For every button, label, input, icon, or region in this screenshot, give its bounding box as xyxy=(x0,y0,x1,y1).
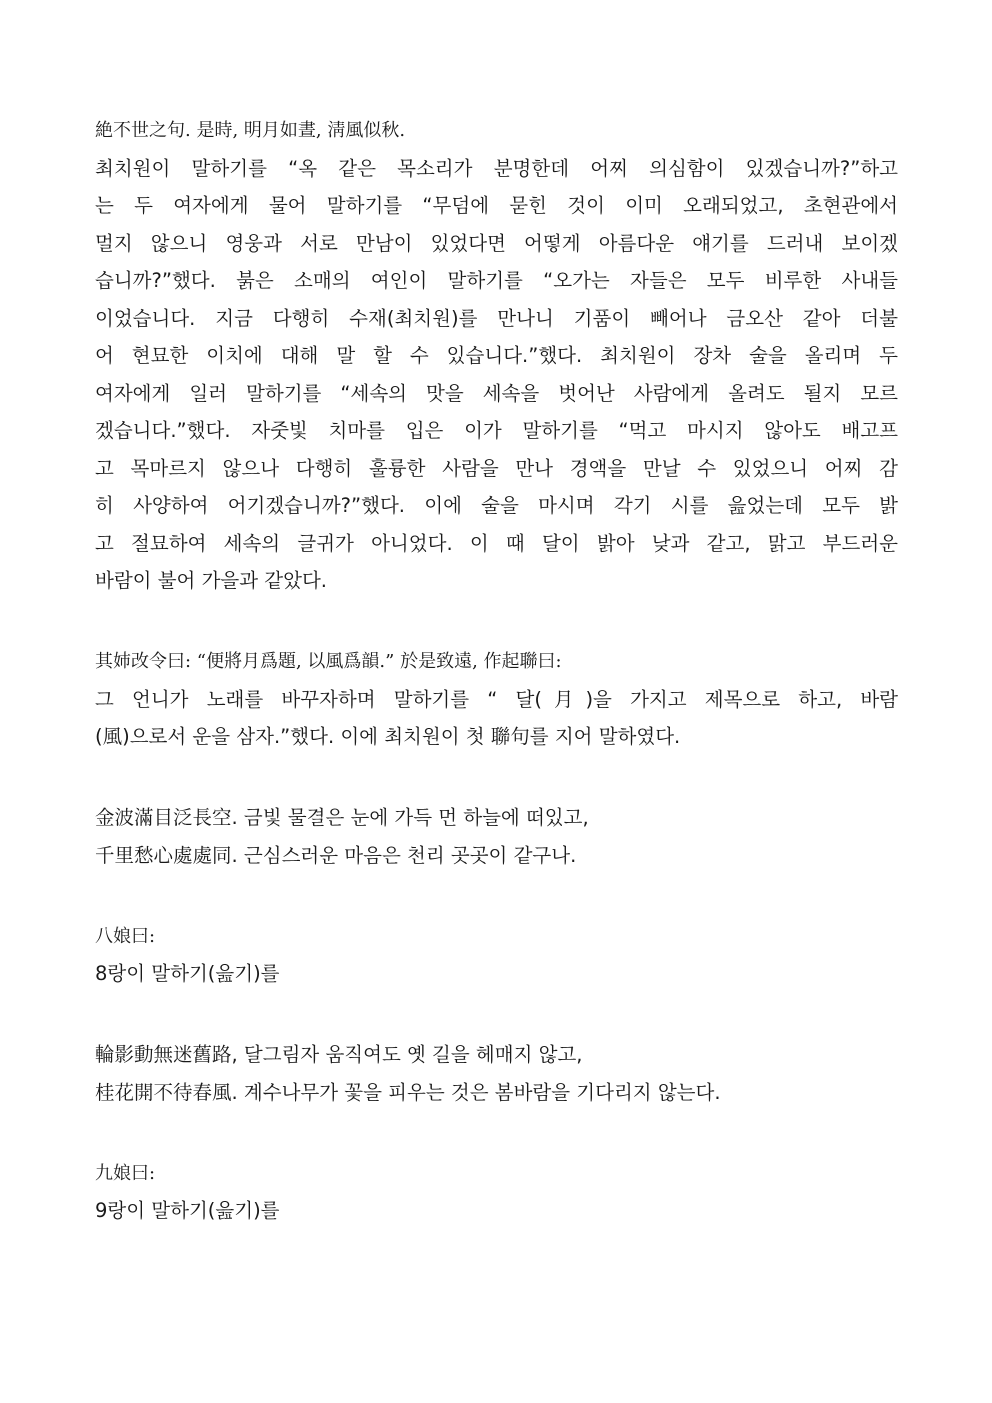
text-line: 최치원이 말하기를 “옥 같은 목소리가 분명한데 어찌 의심함이 있겠습니까?”하고 xyxy=(95,156,898,180)
poem-line: 桂花開不待春風. 계수나무가 꽃을 피우는 것은 봄바람을 기다리지 않는다. xyxy=(95,1080,721,1104)
paragraph-gap xyxy=(95,756,898,800)
text-line: 고 절묘하여 세속의 글귀가 아니었다. 이 때 달이 밝아 낮과 같고, 맑고 부드러운 xyxy=(95,531,898,555)
text-line: 9랑이 말하기(읊기)를 xyxy=(95,1199,280,1222)
text-line: 8랑이 말하기(읊기)를 xyxy=(95,962,280,985)
paragraph-gap xyxy=(95,600,898,644)
text-line: 겠습니다.”했다. 자줏빛 치마를 입은 이가 말하기를 “먹고 마시지 않아도 배고프 xyxy=(95,419,898,442)
speaker-line: 九娘曰: xyxy=(95,1162,156,1184)
text-line: 어 현묘한 이치에 대해 말 할 수 있습니다.”했다. 최치원이 장차 술을 올리며 두 xyxy=(95,344,898,367)
text-line: 바람이 불어 가을과 같았다. xyxy=(95,569,328,592)
text-line: 絶不世之句. 是時, 明月如晝, 淸風似秋. xyxy=(95,120,406,141)
poem-line: 千里愁心處處同. 근심스러운 마음은 천리 곳곳이 같구나. xyxy=(95,843,577,867)
text-line: 멀지 않으니 영웅과 서로 만남이 있었다면 어떻게 아름다운 얘기를 드러내 보이겠 xyxy=(95,231,898,255)
paragraph-gap xyxy=(95,874,898,918)
text-line: 습니까?”했다. 붉은 소매의 여인이 말하기를 “오가는 자들은 모두 비루한 사내들 xyxy=(95,269,898,292)
speaker-line: 八娘曰: xyxy=(95,925,156,947)
paragraph-gap xyxy=(95,1111,898,1155)
text-line: 其姉改令曰: “便將月爲題, 以風爲韻.” 於是致遠, 作起聯曰: xyxy=(95,651,562,672)
poem-line: 輪影動無迷舊路, 달그림자 움직여도 옛 길을 헤매지 않고, xyxy=(95,1043,583,1066)
text-line: 여자에게 일러 말하기를 “세속의 맛을 세속을 벗어난 사람에게 올려도 될지 모르 xyxy=(95,381,898,405)
text-line: 는 두 여자에게 물어 말하기를 “무덤에 묻힌 것이 이미 오래되었고, 초현관에서 xyxy=(95,194,898,217)
document-page xyxy=(95,112,898,1230)
text-line: (風)으로서 운을 삼자.”했다. 이에 최치원이 첫 聯句를 지어 말하였다. xyxy=(95,725,681,748)
text-line: 그 언니가 노래를 바꾸자하며 말하기를 “ 달(月)을 가지고 제목으로 하고, 바람 xyxy=(95,687,898,711)
text-line: 히 사양하여 어기겠습니까?”했다. 이에 술을 마시며 각기 시를 읊었는데 모두 밝 xyxy=(95,494,898,517)
text-line: 이었습니다. 지금 다행히 수재(최치원)를 만나니 기품이 빼어나 금오산 같아 더불 xyxy=(95,306,898,330)
poem-line: 金波滿目泛長空. 금빛 물결은 눈에 가득 먼 하늘에 떠있고, xyxy=(95,806,589,829)
paragraph-gap xyxy=(95,993,898,1037)
text-line: 고 목마르지 않으나 다행히 훌륭한 사람을 만나 경액을 만날 수 있었으니 어찌 감 xyxy=(95,456,898,480)
